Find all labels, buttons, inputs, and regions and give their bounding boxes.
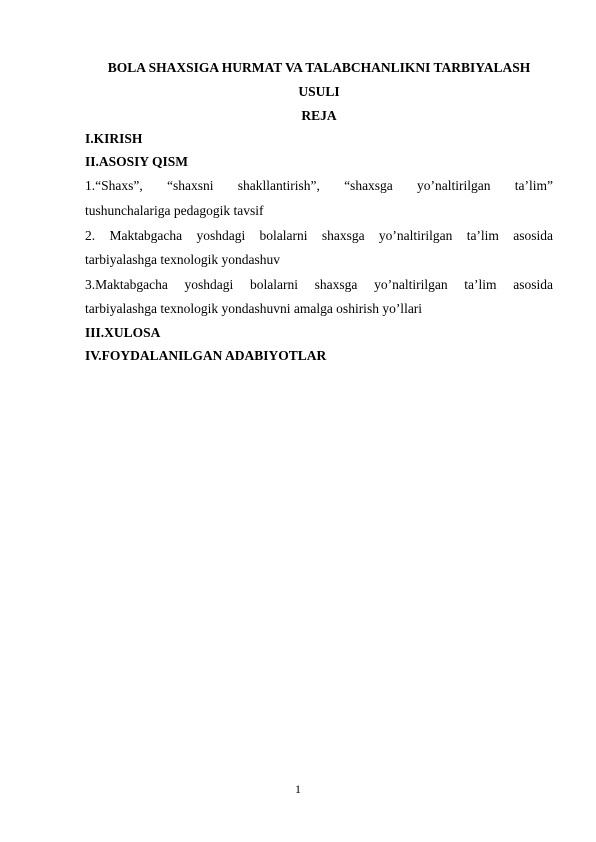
outline-item-3-line-1: 3.Maktabgacha yoshdagi bolalarni shaxsga yo’naltirilgan ta’lim asosida	[85, 277, 553, 292]
outline-item-3-line-2: tarbiyalashga texnologik yondashuvni amalga oshirish yo’llari	[85, 301, 423, 316]
outline-item-1-line-2: tushunchalariga pedagogik tavsif	[85, 203, 264, 218]
document-title-line-1: BOLA SHAXSIGA HURMAT VA TALABCHANLIKNI TARBIYALASH	[107, 60, 531, 75]
outline-main-section: II.ASOSIY QISM	[85, 154, 189, 169]
outline-item-2-line-2: tarbiyalashga texnologik yondashuv	[85, 252, 280, 267]
outline-item-2-line-1: 2. Maktabgacha yoshdagi bolalarni shaxsga yo’naltirilgan ta’lim asosida	[85, 228, 553, 243]
outline-item-1-line-1: 1.“Shaxs”, “shaxsni shakllantirish”, “shaxsga yo’naltirilgan ta’lim”	[85, 178, 553, 193]
document-title-line-2: USULI	[298, 84, 340, 99]
page-number: 1	[295, 782, 301, 796]
outline-conclusion: III.XULOSA	[85, 325, 161, 340]
plan-heading: REJA	[301, 108, 337, 123]
outline-intro: I.KIRISH	[85, 131, 143, 146]
outline-references: IV.FOYDALANILGAN ADABIYOTLAR	[85, 348, 327, 363]
